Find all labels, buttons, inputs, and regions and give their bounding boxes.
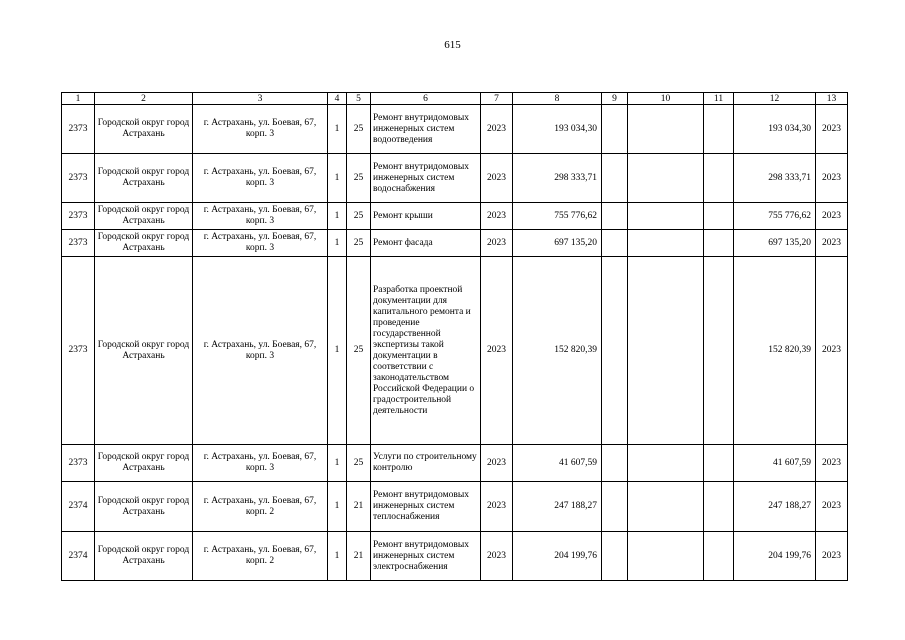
completion-year: 2023 [816, 482, 848, 532]
work-type: Услуги по строительному контролю [371, 445, 481, 482]
address: г. Астрахань, ул. Боевая, 67, корп. 3 [193, 154, 328, 203]
total-cost: 298 333,71 [734, 154, 816, 203]
cell-col-10 [628, 445, 704, 482]
cost: 152 820,39 [513, 257, 602, 445]
cell-col-5: 25 [347, 203, 371, 230]
column-header: 9 [602, 93, 628, 105]
completion-year: 2023 [816, 105, 848, 154]
cell-col-4: 1 [328, 445, 347, 482]
column-header: 3 [193, 93, 328, 105]
cell-col-11 [704, 230, 734, 257]
municipality: Городской округ город Астрахань [95, 532, 193, 581]
object-id: 2374 [62, 532, 95, 581]
column-number-header-row [62, 93, 848, 105]
municipality: Городской округ город Астрахань [95, 230, 193, 257]
cell-col-10 [628, 154, 704, 203]
total-cost: 755 776,62 [734, 203, 816, 230]
page-number: 615 [444, 39, 461, 51]
cost: 298 333,71 [513, 154, 602, 203]
completion-year: 2023 [816, 203, 848, 230]
address: г. Астрахань, ул. Боевая, 67, корп. 3 [193, 203, 328, 230]
column-header: 6 [371, 93, 481, 105]
cell-col-5: 21 [347, 532, 371, 581]
cell-col-4: 1 [328, 154, 347, 203]
table-row [62, 105, 848, 154]
work-type: Разработка проектной документации для капитального ремонта и проведение государственной экспертизы такой документации в соответствии с законодательством Российской Федерации о градостроительной деятельности [371, 257, 481, 445]
cell-col-10 [628, 105, 704, 154]
cost: 41 607,59 [513, 445, 602, 482]
completion-year: 2023 [816, 154, 848, 203]
cell-col-11 [704, 105, 734, 154]
total-cost: 193 034,30 [734, 105, 816, 154]
total-cost: 247 188,27 [734, 482, 816, 532]
cell-col-4: 1 [328, 203, 347, 230]
cell-col-10 [628, 482, 704, 532]
cell-col-5: 25 [347, 445, 371, 482]
year: 2023 [481, 230, 513, 257]
work-type: Ремонт внутридомовых инженерных систем теплоснабжения [371, 482, 481, 532]
cell-col-9 [602, 445, 628, 482]
municipality: Городской округ город Астрахань [95, 445, 193, 482]
cell-col-11 [704, 482, 734, 532]
address: г. Астрахань, ул. Боевая, 67, корп. 2 [193, 482, 328, 532]
table-row [62, 154, 848, 203]
cell-col-10 [628, 203, 704, 230]
object-id: 2373 [62, 445, 95, 482]
column-header: 7 [481, 93, 513, 105]
column-header: 1 [62, 93, 95, 105]
cell-col-10 [628, 257, 704, 445]
column-header: 12 [734, 93, 816, 105]
municipality: Городской округ город Астрахань [95, 203, 193, 230]
cell-col-11 [704, 154, 734, 203]
object-id: 2373 [62, 230, 95, 257]
address: г. Астрахань, ул. Боевая, 67, корп. 2 [193, 532, 328, 581]
year: 2023 [481, 105, 513, 154]
completion-year: 2023 [816, 445, 848, 482]
cell-col-4: 1 [328, 257, 347, 445]
municipality: Городской округ город Астрахань [95, 482, 193, 532]
cell-col-10 [628, 532, 704, 581]
address: г. Астрахань, ул. Боевая, 67, корп. 3 [193, 257, 328, 445]
total-cost: 697 135,20 [734, 230, 816, 257]
cell-col-4: 1 [328, 532, 347, 581]
address: г. Астрахань, ул. Боевая, 67, корп. 3 [193, 105, 328, 154]
work-type: Ремонт внутридомовых инженерных систем электроснабжения [371, 532, 481, 581]
year: 2023 [481, 532, 513, 581]
cell-col-5: 25 [347, 257, 371, 445]
year: 2023 [481, 482, 513, 532]
cell-col-9 [602, 154, 628, 203]
column-header: 4 [328, 93, 347, 105]
object-id: 2373 [62, 154, 95, 203]
table-row [62, 203, 848, 230]
cell-col-5: 25 [347, 154, 371, 203]
cell-col-9 [602, 230, 628, 257]
table-row [62, 445, 848, 482]
cell-col-11 [704, 445, 734, 482]
cell-col-9 [602, 203, 628, 230]
cost: 204 199,76 [513, 532, 602, 581]
year: 2023 [481, 154, 513, 203]
cell-col-4: 1 [328, 482, 347, 532]
cell-col-11 [704, 203, 734, 230]
cell-col-4: 1 [328, 105, 347, 154]
completion-year: 2023 [816, 532, 848, 581]
cell-col-11 [704, 532, 734, 581]
total-cost: 41 607,59 [734, 445, 816, 482]
column-header: 5 [347, 93, 371, 105]
repair-program-table [61, 92, 848, 581]
work-type: Ремонт крыши [371, 203, 481, 230]
municipality: Городской округ город Астрахань [95, 105, 193, 154]
cell-col-5: 25 [347, 105, 371, 154]
cost: 755 776,62 [513, 203, 602, 230]
cell-col-11 [704, 257, 734, 445]
cost: 697 135,20 [513, 230, 602, 257]
total-cost: 204 199,76 [734, 532, 816, 581]
cell-col-9 [602, 482, 628, 532]
work-type: Ремонт внутридомовых инженерных систем водоотведения [371, 105, 481, 154]
cell-col-9 [602, 257, 628, 445]
column-header: 8 [513, 93, 602, 105]
cost: 193 034,30 [513, 105, 602, 154]
table-row [62, 482, 848, 532]
year: 2023 [481, 203, 513, 230]
column-header: 2 [95, 93, 193, 105]
year: 2023 [481, 445, 513, 482]
object-id: 2374 [62, 482, 95, 532]
table-row [62, 532, 848, 581]
year: 2023 [481, 257, 513, 445]
work-type: Ремонт внутридомовых инженерных систем водоснабжения [371, 154, 481, 203]
cell-col-9 [602, 532, 628, 581]
column-header: 11 [704, 93, 734, 105]
table-row [62, 257, 848, 445]
completion-year: 2023 [816, 230, 848, 257]
address: г. Астрахань, ул. Боевая, 67, корп. 3 [193, 230, 328, 257]
cost: 247 188,27 [513, 482, 602, 532]
municipality: Городской округ город Астрахань [95, 154, 193, 203]
work-type: Ремонт фасада [371, 230, 481, 257]
cell-col-5: 21 [347, 482, 371, 532]
object-id: 2373 [62, 257, 95, 445]
cell-col-4: 1 [328, 230, 347, 257]
column-header: 13 [816, 93, 848, 105]
object-id: 2373 [62, 203, 95, 230]
total-cost: 152 820,39 [734, 257, 816, 445]
cell-col-9 [602, 105, 628, 154]
cell-col-5: 25 [347, 230, 371, 257]
object-id: 2373 [62, 105, 95, 154]
address: г. Астрахань, ул. Боевая, 67, корп. 3 [193, 445, 328, 482]
cell-col-10 [628, 230, 704, 257]
table-row [62, 230, 848, 257]
column-header: 10 [628, 93, 704, 105]
municipality: Городской округ город Астрахань [95, 257, 193, 445]
completion-year: 2023 [816, 257, 848, 445]
